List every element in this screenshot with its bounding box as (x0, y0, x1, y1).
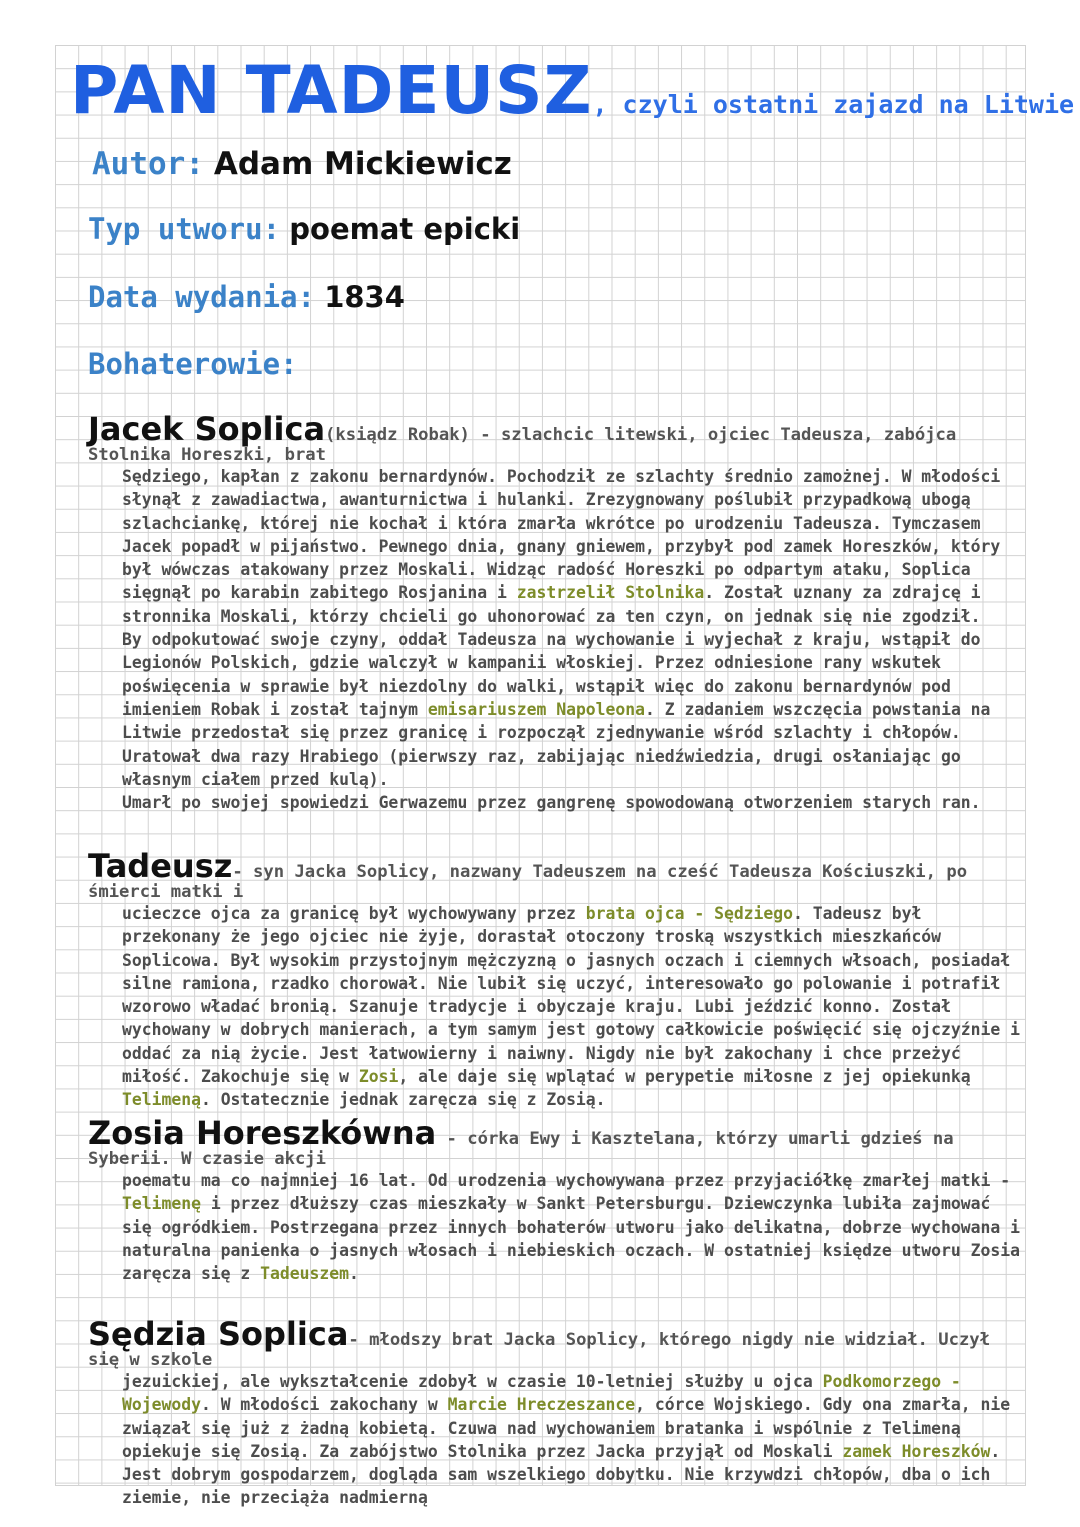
highlighted-text: emisariuszem Napoleona (427, 699, 646, 719)
title-row (70, 52, 1074, 129)
character-header (88, 847, 1023, 902)
text-span: . W młodości zakochany w (200, 1395, 448, 1415)
author-value: Adam Mickiewicz (213, 146, 512, 182)
description-paragraph (122, 628, 1023, 744)
work-type-row (88, 212, 520, 246)
character-description (122, 1169, 1023, 1285)
description-paragraph (122, 465, 1023, 628)
publication-date-value: 1834 (324, 280, 405, 314)
highlighted-text: zastrzelił Stolnika (516, 583, 705, 603)
text-span: Umarł po swojej spowiedzi Gerwazemu przez gangrenę spowodowaną otworzeniem starych ran. (122, 793, 981, 813)
description-paragraph (122, 1169, 1023, 1285)
heroes-heading (88, 347, 298, 381)
character-name: Zosia Horeszkówna (88, 1114, 437, 1152)
character-header (88, 1315, 1023, 1370)
text-span: By odpokutować swoje czyny, oddał Tadeusza na wychowanie i wyjechał z kraju, wstąpił do Legionów Polskich, gdzie walczył w kampanii włoskiej. Przez odniesione rany wskutek poświęcenia w sprawie był niezdolny do walki, wstąpił więc do zakonu bernardynów pod imieniem Robak i został tajnym (122, 630, 981, 719)
text-span: Sędziego, kapłan z zakonu bernardynów. Pochodził ze szlachty średnio zamożnej. W młodości słynął z zawadiactwa, awanturnictwa i hulanki. Zrezygnowany poślubił przypadkową ubogą szlachciankę, której nie kochał i która zmarła wkrótce po urodzeniu Tadeusza. Tymczasem Jacek popadł w pijaństwo. Pewnego dnia, gnany gniewem, przybył pod zamek Horeszków, który był wówczas atakowany przez Moskali. Widząc radość Horeszki po odpartym ataku, Soplica sięgnął po karabin zabitego Rosjanina i (122, 467, 1001, 603)
character-description (122, 1370, 1023, 1510)
description-paragraph (122, 791, 1023, 814)
character-sedzia-soplica (88, 1315, 1023, 1510)
author-row (92, 146, 512, 182)
text-span: ucieczce ojca za granicę był wychowywany przez (122, 904, 586, 923)
publication-date-label: Data wydania: (88, 280, 315, 314)
text-span: . Tadeusz był przekonany że jego ojciec nie żyje, dorastał otoczony troską wszystkich mieszkańców Soplicowa. Był wysokim przystojnym mężczyzną o jasnych oczach i ciemnych włsoach, posiadał silne ramiona, rzadko chorował. Nie lubił się uczyć, interesowało go polowanie i potrafił wzorowo władać bronią. Szanuje tradycje i obyczaje kraju. Lubi jeździć konno. Został wychowany w dobrych manierach, a tym samym jest gotowy całkowicie poświęcić się ojczyźnie i oddać za nią życie. Jest łatwowierny i naiwny. Nigdy nie był zakochany i chce przeżyć miłość. Zakochuje się w (122, 904, 1020, 1087)
character-lead: - syn Jacka Soplicy, nazwany Tadeuszem na cześć Tadeusza Kościuszki, po śmierci matki i (88, 862, 968, 902)
text-span: . Jest dobrym gospodarzem, dogląda sam wszelkiego dobytku. Nie krzywdzi chłopów, dba o ich ziemie, nie przeciąża nadmierną (122, 1441, 1001, 1508)
character-zosia-horeszkowna (88, 1114, 1023, 1285)
highlighted-text: Zosi (358, 1067, 399, 1087)
character-lead: - młodszy brat Jacka Soplicy, którego nigdy nie widział. Uczył się w szkole (88, 1330, 990, 1370)
text-span: . (348, 1264, 359, 1284)
character-name: Tadeusz (88, 847, 233, 885)
character-tadeusz (88, 847, 1023, 1112)
character-lead: (ksiądz Robak) - szlachcic litewski, ojciec Tadeusza, zabójca Stolnika Horeszki, brat (88, 425, 957, 465)
description-paragraph (122, 902, 1023, 1112)
author-label: Autor: (92, 146, 204, 182)
character-jacek-soplica (88, 410, 1023, 814)
text-span: , ale daje się wplątać w perypetie miłosne z jej opiekunką (398, 1067, 971, 1087)
character-header (88, 1114, 1023, 1169)
work-type-label: Typ utworu: (88, 212, 281, 246)
text-span: Uratował dwa razy Hrabiego (pierwszy raz, zabijając niedźwiedzia, drugi osłaniając go własnym ciałem przed kulą). (122, 746, 961, 789)
character-header (88, 410, 1023, 465)
text-span: jezuickiej, ale wykształcenie zdobył w czasie 10-letniej służby u ojca (122, 1372, 823, 1391)
highlighted-text: Podkomorzego - Wojewody (122, 1372, 961, 1415)
text-span: . Ostatecznie jednak zaręcza się z Zosią. (200, 1090, 606, 1110)
character-description (122, 902, 1023, 1112)
highlighted-text: Tadeuszem (260, 1264, 349, 1284)
character-description (122, 465, 1023, 814)
character-name: Sędzia Soplica (88, 1315, 349, 1353)
highlighted-text: Telimeną (122, 1090, 201, 1110)
text-span: . Został uznany za zdrajcę i stronnika Moskali, którzy chcieli go uhonorować za ten czyn, on jednak się nie zgodził. (122, 583, 981, 626)
highlighted-text: Telimenę (122, 1194, 201, 1214)
highlighted-text: brata ojca - Sędziego (585, 904, 794, 923)
text-span: , córce Wojskiego. Gdy ona zmarła, nie związał się już z żadną kobietą. Czuwa nad wychowaniem bratanka i wspólnie z Telimeną opiekuje się Zosią. Za zabójstwo Stolnika przez Jacka przyjął od Moskali (122, 1395, 1011, 1461)
character-lead: - córka Ewy i Kasztelana, którzy umarli gdzieś na Syberii. W czasie akcji (88, 1129, 954, 1169)
page-title: PAN TADEUSZ (70, 52, 593, 129)
description-paragraph (122, 745, 1023, 792)
heroes-label: Bohaterowie: (88, 347, 298, 381)
highlighted-text: Marcie Hreczeszance (447, 1395, 636, 1415)
work-type-value: poemat epicki (289, 212, 521, 246)
character-name: Jacek Soplica (88, 410, 326, 448)
description-paragraph (122, 1370, 1023, 1510)
highlighted-text: zamek Horeszków (842, 1441, 991, 1461)
text-span: . Z zadaniem wszczęcia powstania na Litwie przedostał się przez granicę i rozpoczął zjednywanie wśród szlachty i chłopów. (122, 699, 991, 743)
publication-date-row (88, 280, 405, 314)
page-subtitle: , czyli ostatni zajazd na Litwie (592, 90, 1075, 119)
text-span: i przez dłuższy czas mieszkały w Sankt Petersburgu. Dziewczynka lubiła zajmować się ogródkiem. Postrzegana przez innych bohaterów utworu jako delikatna, dobrze wychowana i naturalna panienka o jasnych włosach i niebieskich oczach. W ostatniej księdze utworu Zosia zaręcza się z (122, 1194, 1020, 1284)
text-span: poematu ma co najmniej 16 lat. Od urodzenia wychowywana przez przyjaciółkę zmarłej matki - (122, 1171, 1011, 1190)
